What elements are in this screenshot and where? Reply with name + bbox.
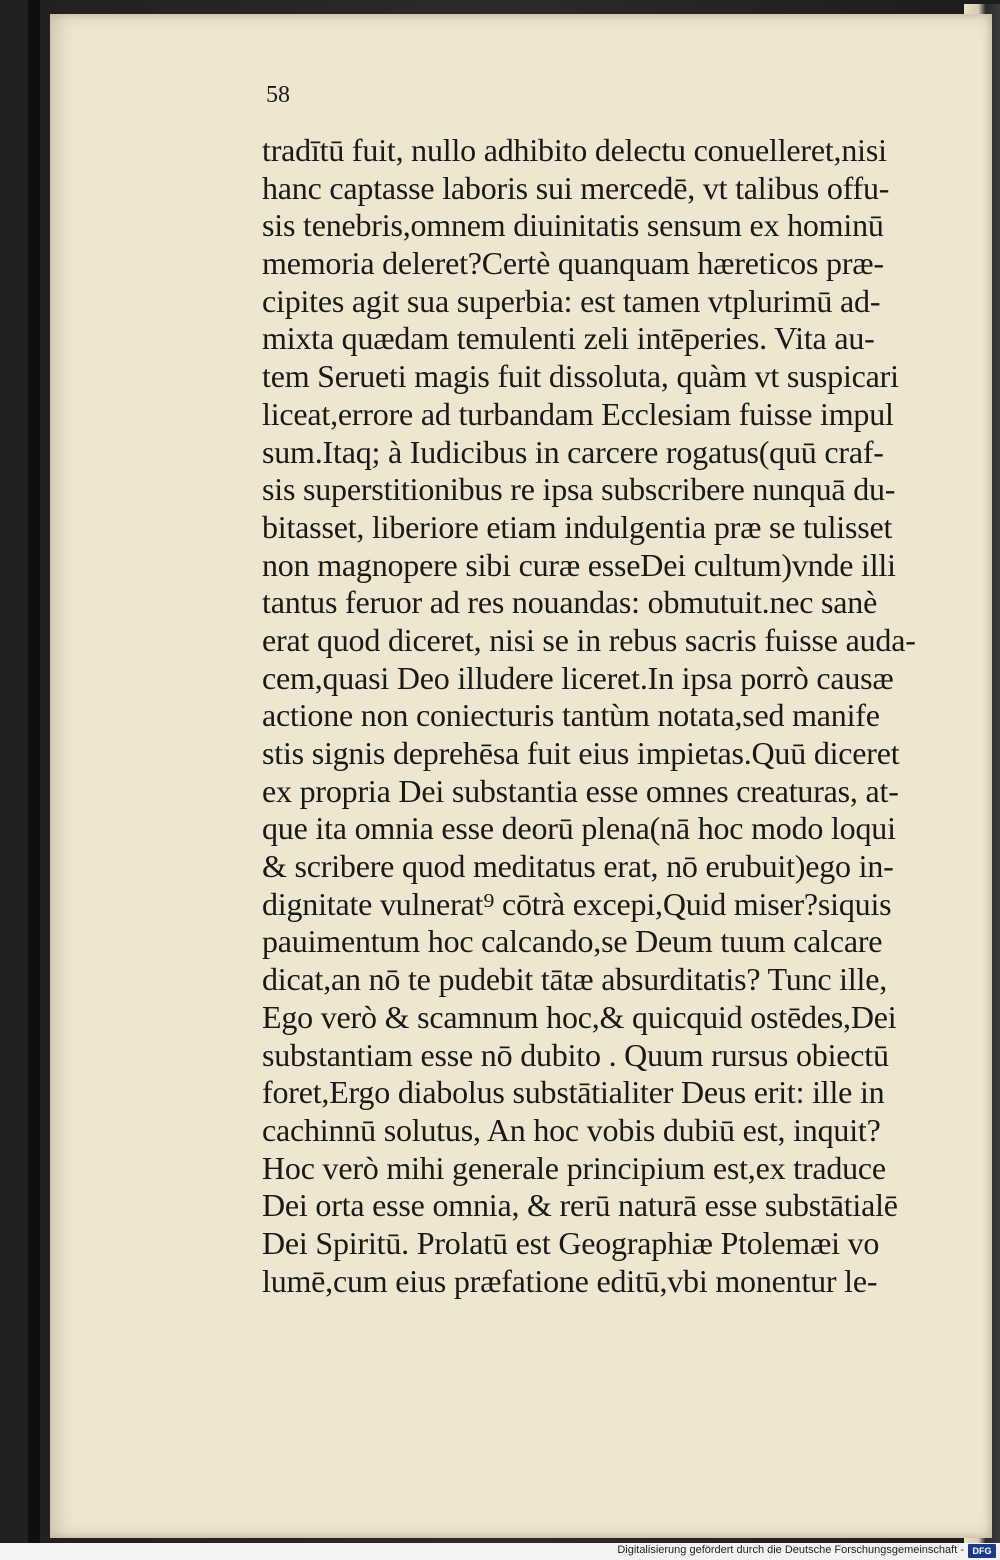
text-line: foret,Ergo diabolus substātialiter Deus erit: ille in xyxy=(262,1074,885,1111)
text-line: dicat,an nō te pudebit tātæ absurditatis? Tunc ille, xyxy=(262,961,888,998)
text-line: lumē,cum eius præfatione editū,vbi monentur le- xyxy=(262,1262,878,1299)
text-line: Dei Spiritū. Prolatū est Geographiæ Ptolemæi vo xyxy=(262,1224,880,1261)
text-line: Hoc verò mihi generale principium est,ex traduce xyxy=(262,1149,886,1186)
dfg-logo: DFG xyxy=(968,1544,996,1558)
body-text xyxy=(262,132,952,1300)
text-line: sum.Itaq; à Iudicibus in carcere rogatus(quū craf- xyxy=(262,433,884,470)
funding-note: Digitalisierung gefördert durch die Deutsche Forschungsgemeinschaft - xyxy=(617,1544,964,1556)
text-line: pauimentum hoc calcando,se Deum tuum calcare xyxy=(262,923,883,960)
text-line: ex propria Dei substantia esse omnes creaturas, at- xyxy=(262,772,899,809)
text-line: que ita omnia esse deorū plena(nā hoc modo loqui xyxy=(262,810,896,847)
text-line: cem,quasi Deo illudere liceret.In ipsa porrò causæ xyxy=(262,659,894,696)
text-line: sis superstitionibus re ipsa subscribere nunquā du- xyxy=(262,471,896,508)
text-line: Dei orta esse omnia, & rerū naturā esse substātialē xyxy=(262,1187,898,1224)
text-line: hanc captasse laboris sui mercedē, vt talibus offu- xyxy=(262,169,890,206)
text-line: erat quod diceret, nisi se in rebus sacris fuisse auda- xyxy=(262,621,916,658)
text-line: liceat,errore ad turbandam Ecclesiam fuisse impul xyxy=(262,395,894,432)
text-line: cipites agit sua superbia: est tamen vtplurimū ad- xyxy=(262,282,881,319)
text-line: non magnopere sibi curæ esseDei cultum)vnde illi xyxy=(262,546,896,583)
text-line: dignitate vulnerat⁹ cōtrà excepi,Quid miser?siquis xyxy=(262,885,892,922)
text-line: mixta quædam temulenti zeli intēperies. Vita au- xyxy=(262,320,875,357)
text-line: tradītū fuit, nullo adhibito delectu conuelleret,nisi xyxy=(262,132,887,168)
text-line: tem Serueti magis fuit dissoluta, quàm vt suspicari xyxy=(262,358,899,395)
page-number: 58 xyxy=(266,82,290,108)
text-line: cachinnū solutus, An hoc vobis dubiū est, inquit? xyxy=(262,1111,881,1148)
text-line: actione non coniecturis tantùm notata,sed manife xyxy=(262,697,880,734)
text-line: memoria deleret?Certè quanquam hæreticos præ- xyxy=(262,245,884,282)
text-line: sis tenebris,omnem diuinitatis sensum ex hominū xyxy=(262,207,884,244)
text-line: & scribere quod meditatus erat, nō erubuit)ego in- xyxy=(262,848,894,885)
text-line: Ego verò & scamnum hoc,& quicquid ostēdes,Dei xyxy=(262,998,897,1035)
text-line: bitasset, liberiore etiam indulgentia præ se tulisset xyxy=(262,508,893,545)
book-binding xyxy=(28,0,40,1545)
text-line: tantus feruor ad res nouandas: obmutuit.nec sanè xyxy=(262,584,878,621)
text-line: substantiam esse nō dubito . Quum rursus obiectū xyxy=(262,1036,889,1073)
text-line: stis signis deprehēsa fuit eius impietas.Quū diceret xyxy=(262,735,900,771)
